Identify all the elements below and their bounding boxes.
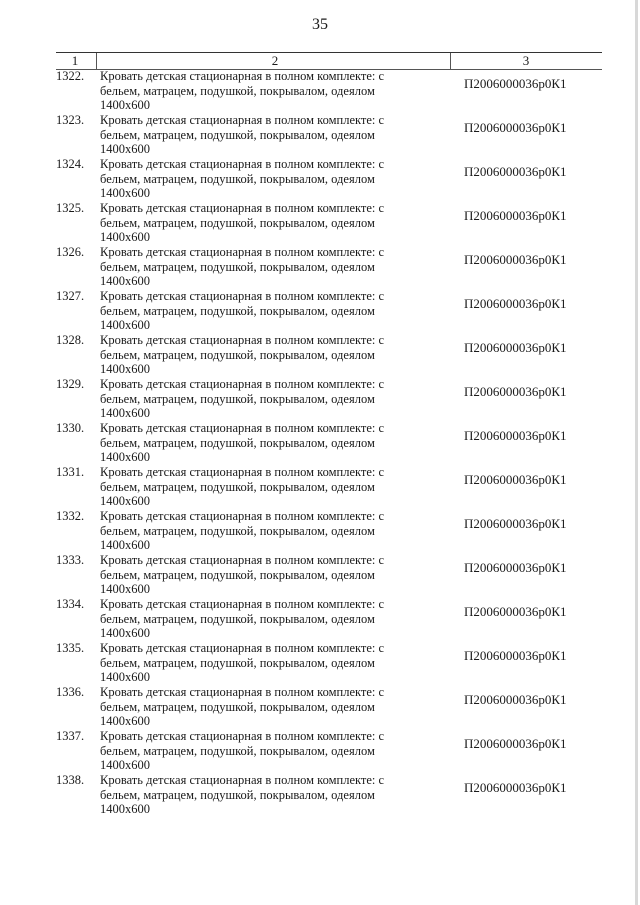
row-code: П2006000036р0К1 <box>464 208 567 223</box>
table-body <box>56 69 602 817</box>
row-number: 1325. <box>56 201 85 215</box>
table-row <box>56 729 602 773</box>
table-row <box>56 333 602 377</box>
row-description: Кровать детская стационарная в полном комплекте: с бельем, матрацем, подушкой, покрывалом, одеялом 1400х600 <box>100 773 385 816</box>
row-code: П2006000036р0К1 <box>464 648 567 663</box>
row-description: Кровать детская стационарная в полном комплекте: с бельем, матрацем, подушкой, покрывалом, одеялом 1400х600 <box>100 509 385 552</box>
row-description: Кровать детская стационарная в полном комплекте: с бельем, матрацем, подушкой, покрывалом, одеялом 1400х600 <box>100 333 385 376</box>
row-number: 1324. <box>56 157 85 171</box>
row-code: П2006000036р0К1 <box>464 604 567 619</box>
table-row <box>56 685 602 729</box>
table-row <box>56 377 602 421</box>
row-code: П2006000036р0К1 <box>464 120 567 135</box>
row-number: 1331. <box>56 465 85 479</box>
table-row <box>56 69 602 113</box>
row-number: 1327. <box>56 289 85 303</box>
row-code: П2006000036р0К1 <box>464 736 567 751</box>
table-row <box>56 509 602 553</box>
table-row <box>56 421 602 465</box>
row-description: Кровать детская стационарная в полном комплекте: с бельем, матрацем, подушкой, покрывалом, одеялом 1400х600 <box>100 421 385 464</box>
row-number: 1338. <box>56 773 85 787</box>
header-col-1: 1 <box>71 53 79 68</box>
header-separator <box>96 53 97 69</box>
row-code: П2006000036р0К1 <box>464 692 567 707</box>
row-number: 1326. <box>56 245 85 259</box>
row-code: П2006000036р0К1 <box>464 252 567 267</box>
table-header <box>56 53 602 69</box>
table-row <box>56 113 602 157</box>
page-number: 35 <box>312 16 328 33</box>
row-code: П2006000036р0К1 <box>464 164 567 179</box>
row-description: Кровать детская стационарная в полном комплекте: с бельем, матрацем, подушкой, покрывалом, одеялом 1400х600 <box>100 289 385 332</box>
row-description: Кровать детская стационарная в полном комплекте: с бельем, матрацем, подушкой, покрывалом, одеялом 1400х600 <box>100 69 385 112</box>
header-col-2: 2 <box>271 53 279 68</box>
row-number: 1336. <box>56 685 85 699</box>
row-number: 1328. <box>56 333 85 347</box>
row-number: 1335. <box>56 641 85 655</box>
row-description: Кровать детская стационарная в полном комплекте: с бельем, матрацем, подушкой, покрывалом, одеялом 1400х600 <box>100 641 385 684</box>
table-row <box>56 773 602 817</box>
row-description: Кровать детская стационарная в полном комплекте: с бельем, матрацем, подушкой, покрывалом, одеялом 1400х600 <box>100 465 385 508</box>
row-code: П2006000036р0К1 <box>464 340 567 355</box>
table-row <box>56 157 602 201</box>
row-number: 1322. <box>56 69 85 83</box>
row-code: П2006000036р0К1 <box>464 780 567 795</box>
row-description: Кровать детская стационарная в полном комплекте: с бельем, матрацем, подушкой, покрывалом, одеялом 1400х600 <box>100 201 385 244</box>
row-code: П2006000036р0К1 <box>464 76 567 91</box>
row-number: 1323. <box>56 113 85 127</box>
row-code: П2006000036р0К1 <box>464 428 567 443</box>
row-description: Кровать детская стационарная в полном комплекте: с бельем, матрацем, подушкой, покрывалом, одеялом 1400х600 <box>100 553 385 596</box>
row-description: Кровать детская стационарная в полном комплекте: с бельем, матрацем, подушкой, покрывалом, одеялом 1400х600 <box>100 157 385 200</box>
table-row <box>56 597 602 641</box>
row-number: 1334. <box>56 597 85 611</box>
row-code: П2006000036р0К1 <box>464 472 567 487</box>
row-description: Кровать детская стационарная в полном комплекте: с бельем, матрацем, подушкой, покрывалом, одеялом 1400х600 <box>100 113 385 156</box>
row-number: 1337. <box>56 729 85 743</box>
row-code: П2006000036р0К1 <box>464 516 567 531</box>
table-row <box>56 465 602 509</box>
row-number: 1329. <box>56 377 85 391</box>
table-row <box>56 553 602 597</box>
row-number: 1332. <box>56 509 85 523</box>
row-number: 1333. <box>56 553 85 567</box>
row-code: П2006000036р0К1 <box>464 560 567 575</box>
table-row <box>56 245 602 289</box>
row-description: Кровать детская стационарная в полном комплекте: с бельем, матрацем, подушкой, покрывалом, одеялом 1400х600 <box>100 377 385 420</box>
row-number: 1330. <box>56 421 85 435</box>
table-row <box>56 201 602 245</box>
scan-edge <box>635 0 638 905</box>
table-row <box>56 641 602 685</box>
row-description: Кровать детская стационарная в полном комплекте: с бельем, матрацем, подушкой, покрывалом, одеялом 1400х600 <box>100 597 385 640</box>
header-col-3: 3 <box>522 53 530 68</box>
row-description: Кровать детская стационарная в полном комплекте: с бельем, матрацем, подушкой, покрывалом, одеялом 1400х600 <box>100 729 385 772</box>
row-code: П2006000036р0К1 <box>464 296 567 311</box>
row-description: Кровать детская стационарная в полном комплекте: с бельем, матрацем, подушкой, покрывалом, одеялом 1400х600 <box>100 245 385 288</box>
row-code: П2006000036р0К1 <box>464 384 567 399</box>
table-row <box>56 289 602 333</box>
row-description: Кровать детская стационарная в полном комплекте: с бельем, матрацем, подушкой, покрывалом, одеялом 1400х600 <box>100 685 385 728</box>
